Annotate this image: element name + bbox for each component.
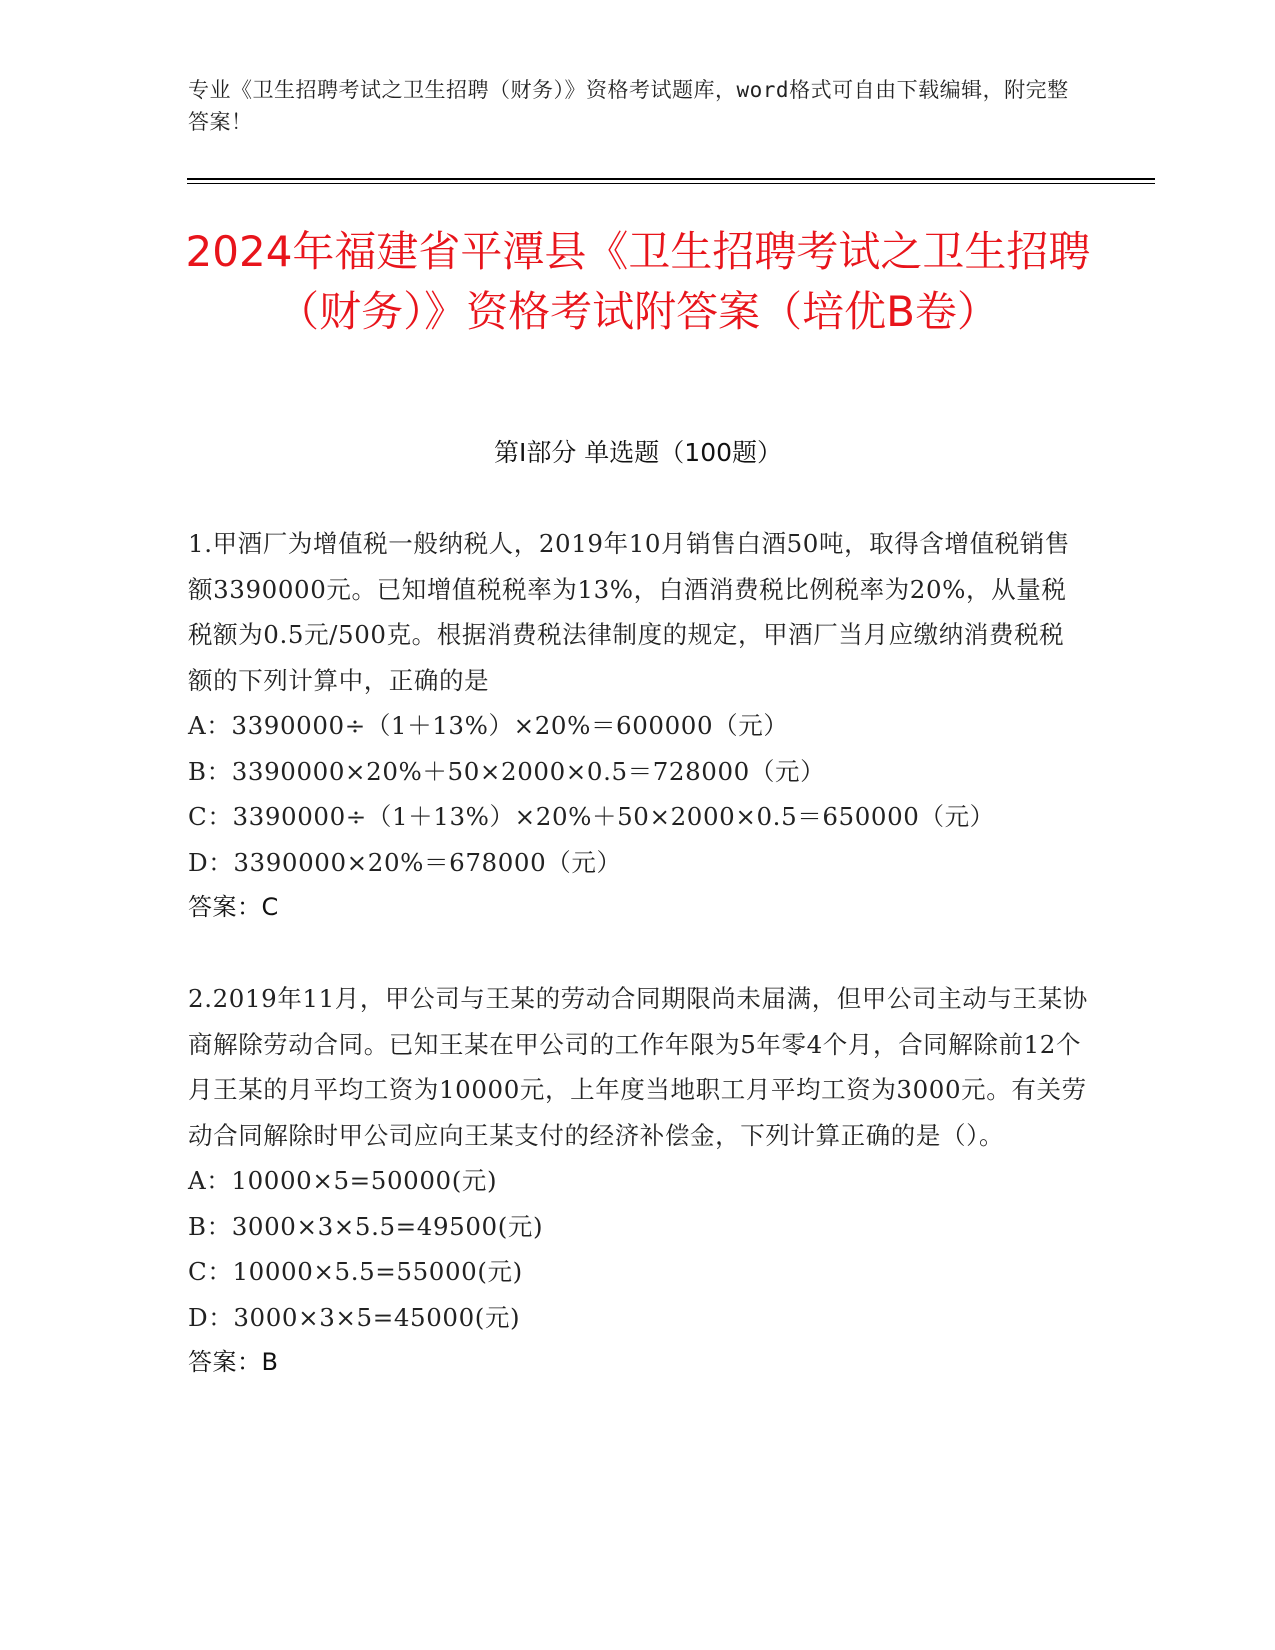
- section-heading: 第I部分 单选题（100题）: [493, 438, 783, 467]
- option-d: D：3390000×20%＝678000（元）: [188, 847, 622, 877]
- header-rule-thin: [187, 183, 1155, 184]
- question-1: [188, 521, 1088, 931]
- option-c: C：10000×5.5=55000(元): [188, 1257, 523, 1286]
- option-a: A：3390000÷（1＋13%）×20%＝600000（元）: [188, 711, 789, 740]
- option-d: D：3000×3×5=45000(元): [188, 1302, 521, 1332]
- answer-label: 答案：B: [188, 1348, 279, 1376]
- header-rule-thick: [187, 178, 1155, 180]
- option-b: B：3000×3×5.5=49500(元): [188, 1211, 544, 1241]
- option-a: A：10000×5=50000(元): [188, 1166, 498, 1195]
- answer-label: 答案：C: [188, 893, 279, 921]
- document-title: 2024年福建省平潭县《卫生招聘考试之卫生招聘（财务）》资格考试附答案（培优B卷）: [185, 227, 1091, 336]
- question-stem: 2.2019年11月，甲公司与王某的劳动合同期限尚未届满，但甲公司主动与王某协商解除劳动合同。已知王某在甲公司的工作年限为5年零4个月，合同解除前12个月王某的月平均工资为10000元，上年度当地职工月平均工资为3000元。有关劳动合同解除时甲公司应向王某支付的经济补偿金，下列计算正确的是（）。: [188, 984, 1088, 1150]
- header-note: 专业《卫生招聘考试之卫生招聘（财务）》资格考试题库，word格式可自由下载编辑，附完整答案！: [188, 78, 1069, 134]
- option-c: C：3390000÷（1＋13%）×20%＋50×2000×0.5＝650000（元）: [188, 802, 995, 831]
- option-b: B：3390000×20%＋50×2000×0.5＝728000（元）: [188, 756, 826, 786]
- question-stem: 1.甲酒厂为增值税一般纳税人，2019年10月销售白酒50吨，取得含增值税销售额3390000元。已知增值税税率为13%，白酒消费税比例税率为20%，从量税税额为0.5元/500克。根据消费税法律制度的规定，甲酒厂当月应缴纳消费税税额的下列计算中，正确的是: [188, 529, 1070, 695]
- question-2: [188, 976, 1088, 1386]
